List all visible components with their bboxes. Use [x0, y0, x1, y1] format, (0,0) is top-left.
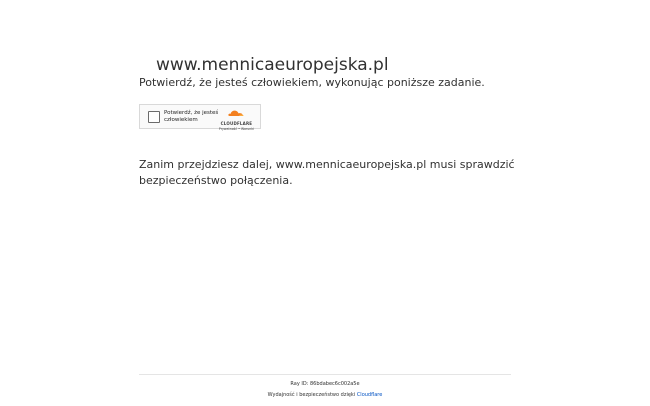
title-row: [139, 53, 389, 77]
powered-by-text: Wydajność i bezpieczeństwo dzięki: [267, 392, 357, 398]
site-title: www.mennicaeuropejska.pl: [156, 55, 389, 75]
cloudflare-logo-icon: [227, 102, 245, 121]
turnstile-widget[interactable]: [139, 104, 261, 129]
powered-by: [0, 392, 650, 398]
page-subtitle: Potwierdź, że jesteś człowiekiem, wykonując poniższe zadanie.: [139, 76, 485, 89]
ray-id: Ray ID: 86bdabec6c002a5e: [290, 381, 360, 387]
security-check-message: Zanim przejdziesz dalej, www.mennicaeuropejska.pl musi sprawdzić bezpieczeństwo połączenia.: [139, 158, 515, 187]
cloudflare-wordmark: CLOUDFLARE: [220, 121, 253, 126]
cloudflare-brand: [219, 102, 254, 131]
site-favicon-icon: [139, 57, 155, 73]
verify-checkbox[interactable]: [148, 111, 160, 123]
footer-divider: [139, 374, 511, 375]
verify-label: Potwierdź, że jesteś człowiekiem: [164, 110, 219, 123]
cloudflare-link[interactable]: Cloudflare: [356, 392, 383, 398]
privacy-terms-links[interactable]: Prywatność • Warunki: [218, 127, 254, 131]
